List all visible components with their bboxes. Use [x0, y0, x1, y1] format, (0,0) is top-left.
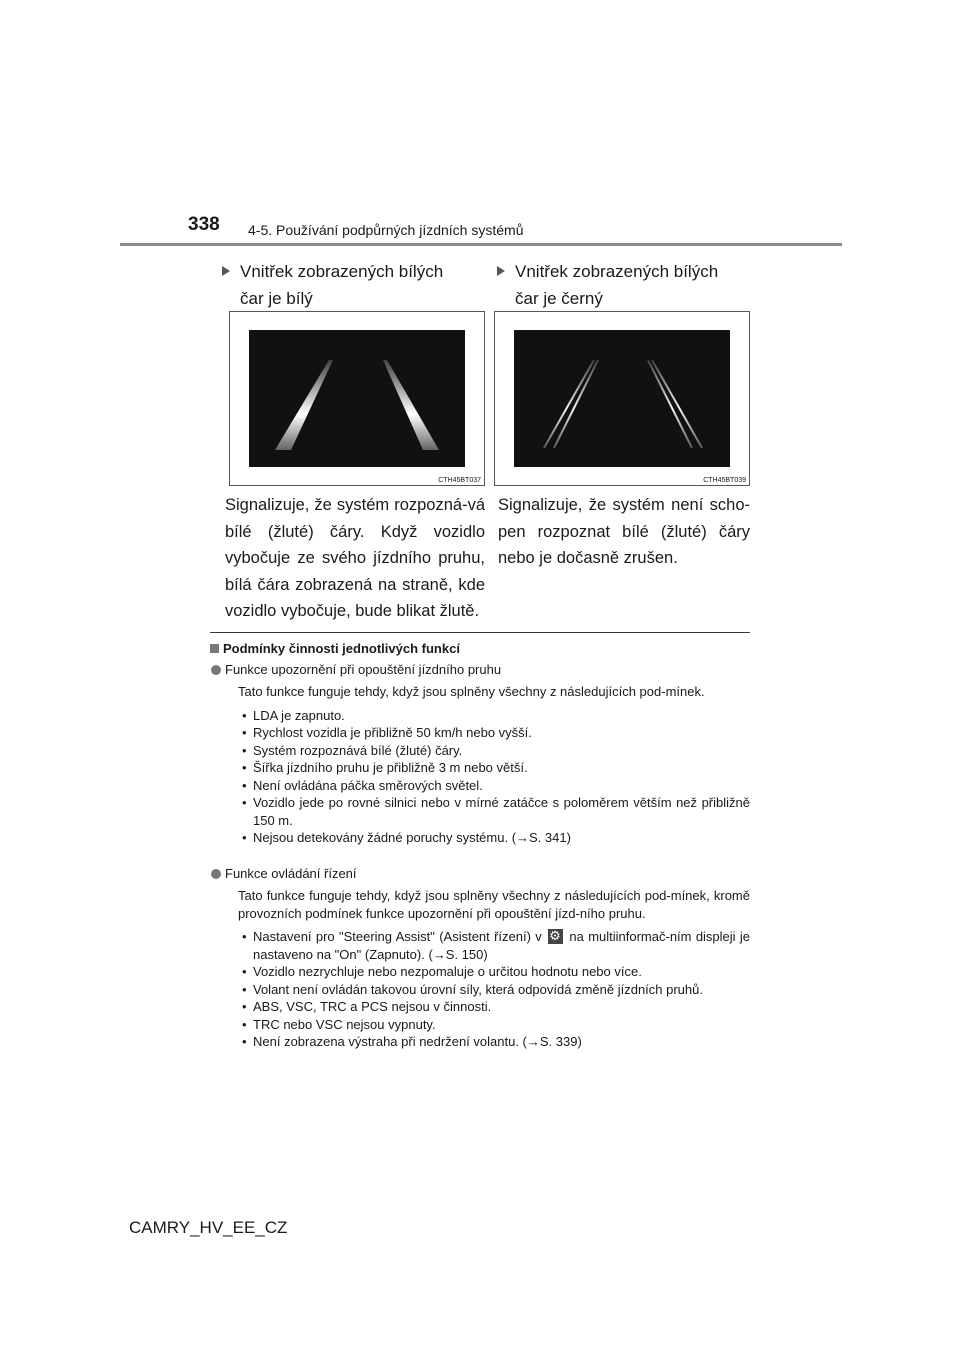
- figure-lines-white: [229, 311, 485, 486]
- list-item-text: Nastavení pro "Steering Assist" (Asistent řízení) v: [253, 929, 542, 944]
- list-item: • ABS, VSC, TRC a PCS nejsou v činnosti.: [242, 998, 750, 1016]
- list-item: • Není ovládána páčka směrových světel.: [242, 777, 750, 795]
- list-item: • TRC nebo VSC nejsou vypnuty.: [242, 1016, 750, 1034]
- list-item-text: na multiinformač-ním displeji je nastaveno na "On" (Zapnuto). (→S. 150): [253, 929, 750, 962]
- figure-code: CTH45BT039: [703, 477, 746, 484]
- figure-code: CTH45BT037: [438, 477, 481, 484]
- conditions-heading-text: Podmínky činnosti jednotlivých funkcí: [223, 641, 460, 656]
- caption-line: Vnitřek zobrazených bílých: [240, 262, 444, 281]
- steering-intro: Tato funkce funguje tehdy, když jsou splněny všechny z následujících pod-mínek, kromě provozních podmínek funkce upozornění při opouštění jízd-ního pruhu.: [238, 888, 750, 921]
- list-item: • LDA je zapnuto.: [242, 707, 750, 725]
- list-item: • Vozidlo nezrychluje nebo nezpomaluje o určitou hodnotu nebo více.: [242, 963, 750, 981]
- page-number: 338: [188, 214, 220, 235]
- section-divider: [210, 632, 750, 633]
- header-rule: [120, 243, 842, 246]
- lda-conditions-block: [210, 661, 750, 847]
- caption-line: čar je bílý: [240, 289, 313, 308]
- outlined-lane-lines-illustration: [514, 330, 730, 467]
- square-bullet-icon: [210, 644, 219, 653]
- list-item: • Volant není ovládán takovou úrovní síly, která odpovídá změně jízdních pruhů.: [242, 981, 750, 999]
- list-item: • Šířka jízdního pruhu je přibližně 3 m nebo větší.: [242, 759, 750, 777]
- footer-model-code: CAMRY_HV_EE_CZ: [129, 1218, 288, 1237]
- figure-lines-black: [494, 311, 750, 486]
- list-item: • Vozidlo jede po rovné silnici nebo v mírné zatáčce s poloměrem větším než přibližně 150 m.: [242, 794, 750, 829]
- list-item: [242, 928, 750, 963]
- settings-gear-icon: [548, 929, 563, 944]
- lda-intro: Tato funkce funguje tehdy, když jsou splněny všechny z následujících pod-mínek.: [238, 684, 705, 699]
- steering-conditions-block: [210, 865, 750, 1051]
- figure-description-right: Signalizuje, že systém není scho-pen rozpoznat bílé (žluté) čáry nebo je dočasně zrušen.: [498, 496, 750, 567]
- steering-title-text: Funkce ovládání řízení: [225, 866, 357, 881]
- caption-line: čar je černý: [515, 289, 603, 308]
- list-item: • Nejsou detekovány žádné poruchy systému. (→S. 341): [242, 829, 750, 847]
- list-item: • Systém rozpoznává bílé (žluté) čáry.: [242, 742, 750, 760]
- steering-condition-list: [210, 928, 750, 1051]
- circle-bullet-icon: [211, 665, 221, 675]
- circle-bullet-icon: [211, 869, 221, 879]
- section-title: 4-5. Používání podpůrných jízdních systémů: [248, 222, 524, 238]
- figure-caption-left: [222, 258, 490, 312]
- lda-title: [210, 661, 750, 679]
- lda-condition-list: [210, 707, 750, 847]
- triangle-bullet-icon: [497, 266, 505, 276]
- display-screen: [514, 330, 730, 467]
- caption-line: Vnitřek zobrazených bílých: [515, 262, 719, 281]
- display-screen: [249, 330, 465, 467]
- figure-caption-right: [497, 258, 765, 312]
- lda-title-text: Funkce upozornění při opouštění jízdního pruhu: [225, 662, 502, 677]
- triangle-bullet-icon: [222, 266, 230, 276]
- list-item: • Není zobrazena výstraha při nedržení volantu. (→S. 339): [242, 1033, 750, 1051]
- figure-description-left: Signalizuje, že systém rozpozná-vá bílé (žluté) čáry. Když vozidlo vybočuje ze svého jízdního pruhu, bílá čára zobrazená na straně, kde vozidlo vybočuje, bude blikat žlutě.: [225, 496, 485, 620]
- steering-title: [210, 865, 750, 883]
- white-lane-lines-illustration: [249, 330, 465, 467]
- list-item: • Rychlost vozidla je přibližně 50 km/h nebo vyšší.: [242, 724, 750, 742]
- conditions-heading: [210, 641, 460, 656]
